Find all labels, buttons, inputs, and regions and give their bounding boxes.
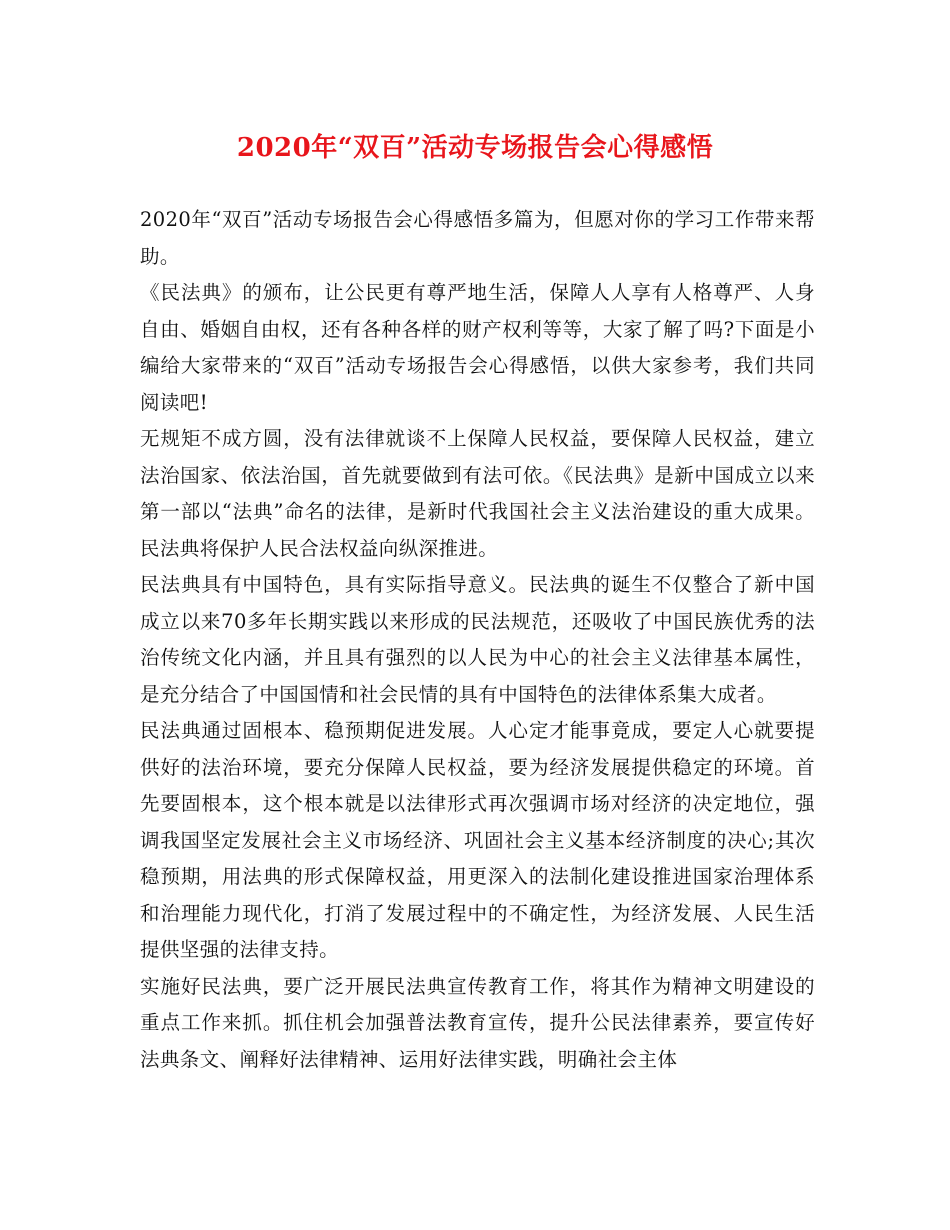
paragraph-implementation: 实施好民法典，要广泛开展民法典宣传教育工作，将其作为精神文明建设的重点工作来抓。抓住机会加强普法教育宣传，提升公民法律素养，要宣传好法典条文、阐释好法律精神、运用好法律实践，明确社会主体: [140, 974, 815, 1071]
paragraph-civil-code-release: 《民法典》的颁布，让公民更有尊严地生活，保障人人享有人格尊严、人身自由、婚姻自由权，还有各种各样的财产权利等等，大家了解了吗?下面是小编给大家带来的“双百”活动专场报告会心得感悟，以供大家参考，我们共同阅读吧!: [140, 281, 815, 414]
paragraph-chinese-characteristics: 民法典具有中国特色，具有实际指导意义。民法典的诞生不仅整合了新中国成立以来70多年长期实践以来形成的民法规范，还吸收了中国民族优秀的法治传统文化内涵，并且具有强烈的以人民为中心的社会主义法律基本属性，是充分结合了中国国情和社会民情的具有中国特色的法律体系集大成者。: [140, 573, 815, 706]
document-title: 2020年“双百”活动专场报告会心得感悟: [236, 133, 714, 163]
paragraph-rule-of-law: 无规矩不成方圆，没有法律就谈不上保障人民权益，要保障人民权益，建立法治国家、依法治国，首先就要做到有法可依。《民法典》是新中国成立以来第一部以“法典”命名的法律，是新时代我国社会主义法治建设的重大成果。民法典将保护人民合法权益向纵深推进。: [140, 427, 815, 560]
paragraph-intro: 2020年“双百”活动专场报告会心得感悟多篇为，但愿对你的学习工作带来帮助。: [140, 208, 815, 268]
document-body: [140, 202, 815, 1078]
paragraph-development: 民法典通过固根本、稳预期促进发展。人心定才能事竟成，要定人心就要提供好的法治环境，要充分保障人民权益，要为经济发展提供稳定的环境。首先要固根本，这个根本就是以法律形式再次强调市场对经济的决定地位，强调我国坚定发展社会主义市场经济、巩固社会主义基本经济制度的决心;其次稳预期，用法典的形式保障权益，用更深入的法制化建设推进国家治理体系和治理能力现代化，打消了发展过程中的不确定性，为经济发展、人民生活提供坚强的法律支持。: [140, 719, 815, 961]
